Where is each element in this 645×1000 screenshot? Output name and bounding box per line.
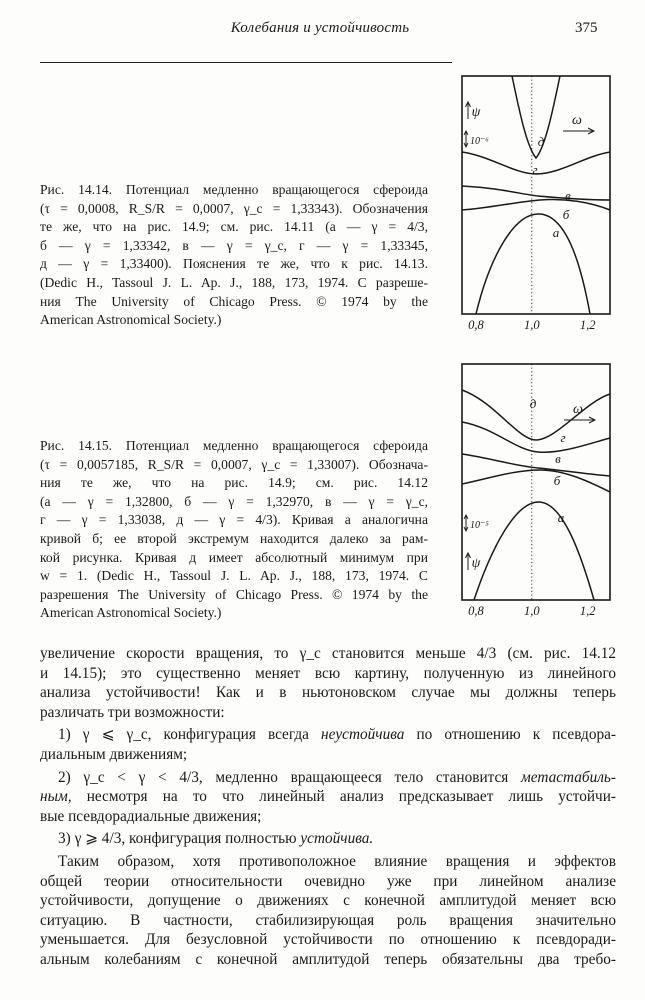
text-line: Таким образом, хотя противоположное влияние вращения и эффектов xyxy=(58,852,616,870)
x-tick-label: 1,2 xyxy=(579,318,596,332)
text-line: альным колебаниям с конечной амплитудой теперь обязательны два требо- xyxy=(40,950,616,968)
caption-line: Рис. 14.14. Потенциал медленно вращающегося сфероида xyxy=(40,182,428,197)
figure-14-14 xyxy=(460,74,612,340)
x-tick-label: 0,8 xyxy=(468,604,484,618)
omega-label: ω xyxy=(573,402,583,417)
curve-label: б xyxy=(553,473,561,488)
series-line-2 xyxy=(462,422,610,452)
plot-frame xyxy=(462,76,610,314)
figure-14-15-caption xyxy=(40,437,428,623)
scale-label: 10⁻⁶ xyxy=(470,136,489,147)
text-line: различать три возможности: xyxy=(40,703,225,721)
caption-line: кривой б; ее второй экстремум находится далеко за рам- xyxy=(40,530,428,546)
text-line: устойчивости, допущение о движениях с конечной амплитудой меняет всю xyxy=(40,892,616,910)
caption-line: г — γ = 1,33038, д — γ = 4/3). Кривая а аналогична xyxy=(40,512,428,528)
caption-line: б — γ = 1,33342, в — γ = γ_c, г — γ = 1,33345, xyxy=(40,237,428,253)
caption-line: (τ = 0,0057185, R_S/R = 0,0007, γ_c = 1,33007). Обознача- xyxy=(40,456,428,472)
text-line: вые псевдорадиальные движения; xyxy=(40,807,262,825)
y-axis-label: ψ xyxy=(471,556,481,571)
x-tick-label: 1,2 xyxy=(579,604,596,618)
running-header-title: Колебания и устойчивость xyxy=(230,20,410,36)
x-tick-label: 1,0 xyxy=(523,604,540,618)
caption-line: (а — γ = 1,32800, б — γ = 1,32970, в — γ = γ_c, xyxy=(40,493,428,509)
caption-line: ния те же, что на рис. 14.9; см. рис. 14.12 xyxy=(40,475,428,491)
header-rule xyxy=(40,62,452,63)
text-line: ным, несмотря на то что линейный анализ предсказывает лишь устойчи- xyxy=(40,788,616,806)
series-line-4 xyxy=(462,199,610,210)
emphasis: устойчива. xyxy=(300,830,374,848)
text-line: 3) γ ⩾ 4/3, конфигурация полностью устойчива. xyxy=(58,830,374,848)
series-line-5 xyxy=(471,502,594,600)
text-line: увеличение скорости вращения, то γ_c становится меньше 4/3 (см. рис. 14.12 xyxy=(40,645,616,662)
series-line-3 xyxy=(462,454,610,476)
curve-label: в xyxy=(555,451,561,466)
figure-14-14-caption xyxy=(40,181,428,330)
curve-label: в xyxy=(565,188,571,203)
x-tick-label: 0,8 xyxy=(468,318,484,332)
series-line-5 xyxy=(476,214,590,314)
caption-line: разрешения The University of Chicago Press. © 1974 by the xyxy=(40,586,428,602)
caption-line: (Dedic H., Tassoul J. L. Ap. J., 188, 173, 1974. С разреше- xyxy=(40,274,428,290)
figure-14-15-plot xyxy=(460,362,612,624)
caption-line: w = 1. (Dedic H., Tassoul J. L. Ap. J., 188, 173, 1974. С xyxy=(40,568,428,584)
y-axis-label: ψ xyxy=(471,105,481,120)
curve-label: д xyxy=(537,134,545,149)
scale-label: 10⁻⁵ xyxy=(470,520,489,531)
x-tick-label: 1,0 xyxy=(523,318,540,332)
text-line: 1) γ ⩽ γ_c, конфигурация всегда неустойчива по отношению к псевдора- xyxy=(58,726,616,744)
text-line: общей теории относительности очевидно уже при линейном анализе xyxy=(40,872,616,890)
caption-line: Рис. 14.15. Потенциал медленно вращающегося сфероида xyxy=(40,438,428,453)
emphasis: ным, xyxy=(40,788,72,806)
text-line: и 14.15); это существенно меняет всю картину, полученную из линейного xyxy=(40,664,616,682)
text-line: диальным движениям; xyxy=(40,745,188,763)
curve-label: а xyxy=(557,510,565,525)
caption-line: кой рисунка. Кривая д имеет абсолютный минимум при xyxy=(40,549,428,565)
figure-14-14-plot xyxy=(460,74,612,340)
text-line: уменьшается. Для безусловной устойчивости по отношению к псевдоради- xyxy=(40,931,616,949)
body-text xyxy=(40,644,616,970)
emphasis: неустойчива xyxy=(321,726,405,744)
figure-14-15 xyxy=(460,362,612,624)
caption-line: д — γ = 1,33400). Пояснения те же, что к рис. 14.13. xyxy=(40,256,428,272)
caption-line: American Astronomical Society.) xyxy=(40,312,222,328)
curve-label: д xyxy=(529,396,537,411)
curve-label: а xyxy=(552,225,560,240)
page-number: 375 xyxy=(575,20,598,36)
curve-label: г xyxy=(532,162,538,177)
series-line-3 xyxy=(462,186,610,200)
emphasis: метастабиль- xyxy=(521,768,616,786)
caption-line: (τ = 0,0008, R_S/R = 0,0007, γ_c = 1,33343). Обозначения xyxy=(40,200,428,216)
caption-line: American Astronomical Society.) xyxy=(40,605,222,621)
caption-line: ния The University of Chicago Press. © 1974 by the xyxy=(40,293,428,309)
text-line: анализа устойчивости! Как и в ньютоновском случае мы должны теперь xyxy=(40,684,616,702)
series-line-1 xyxy=(512,76,560,158)
text-line: ситуацию. В частности, стабилизирующая роль вращения значительно xyxy=(40,911,616,929)
omega-label: ω xyxy=(572,113,582,128)
curve-label: г xyxy=(560,430,566,445)
curve-label: б xyxy=(562,207,570,222)
text-line: 2) γ_c < γ < 4/3, медленно вращающееся тело становится метастабиль- xyxy=(58,768,616,786)
caption-line: те же, что на рис. 14.9; см. рис. 14.11 (а — γ = 4/3, xyxy=(40,219,428,235)
